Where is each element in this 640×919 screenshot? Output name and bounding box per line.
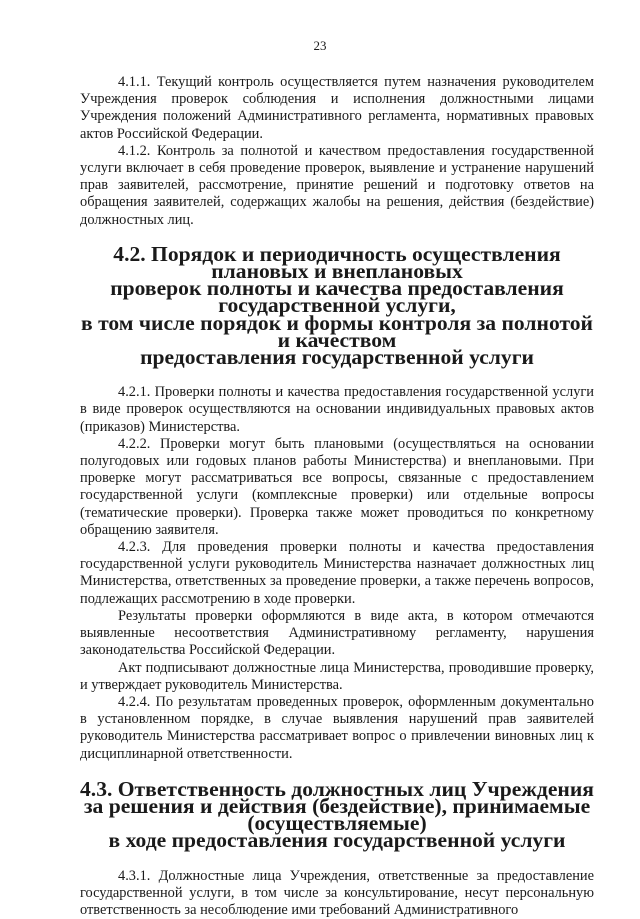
- paragraph-4-2-3: 4.2.3. Для проведения проверки полноты и качества предоставления государственной услуги руководитель Министерства назначает должностных лиц Министерства, ответственных за проведение проверки, а также перечень вопросов, подлежащих рассмотрению в ходе проверки.: [80, 539, 594, 607]
- heading-line: предоставления государственной услуги: [140, 345, 534, 370]
- section-heading-4-3: [80, 776, 594, 853]
- section-4-1: [80, 74, 594, 229]
- paragraph-4-2-2: 4.2.2. Проверки могут быть плановыми (осуществляться на основании полугодовых или годовых планов работы Министерства) и внеплановыми. При проверке могут рассматриваться все вопросы, связанные с предоставлением государственной услуги (комплексные проверки) или отдельные вопросы (тематические проверки). Проверка также может проводиться по конкретному обращению заявителя.: [80, 435, 594, 538]
- paragraph-act: Акт подписывают должностные лица Министерства, проводившие проверку, и утверждает руководитель Министерства.: [80, 659, 594, 693]
- heading-line: 4.3. Ответственность должностных лиц Учреждения: [80, 776, 594, 801]
- paragraph-4-1-1: 4.1.1. Текущий контроль осуществляется путем назначения руководителем Учреждения проверок соблюдения и исполнения должностными лицами Учреждения положений Административного регламента, нормативных правовых актов Российской Федерации.: [80, 74, 594, 142]
- heading-line: в ходе предоставления государственной услуги: [108, 828, 566, 853]
- heading-line: за решения и действия (бездействие), принимаемые (осуществляемые): [83, 793, 591, 836]
- document-body: [80, 74, 594, 919]
- heading-line: проверок полноты и качества предоставления государственной услуги,: [110, 276, 564, 318]
- section-4-2: [80, 384, 594, 762]
- section-heading-4-2: [80, 241, 594, 370]
- page-number: 23: [313, 38, 327, 53]
- paragraph-4-2-4: 4.2.4. По результатам проведенных проверок, оформленным документально в установленном порядке, в случае выявления нарушений прав заявителей руководитель Министерства рассматривает вопрос о привлечении виновных лиц к дисциплинарной ответственности.: [80, 693, 594, 762]
- paragraph-results: Результаты проверки оформляются в виде акта, в котором отмечаются выявленные несоответствия Административному регламенту, нарушения законодательства Российской Федерации.: [80, 607, 594, 659]
- heading-line: в том числе порядок и формы контроля за полнотой и качеством: [81, 310, 593, 352]
- paragraph-4-1-2: 4.1.2. Контроль за полнотой и качеством предоставления государственной услуги включает в себя проведение проверок, выявление и устранение нарушений прав заявителей, рассмотрение, принятие решений и подготовку ответов на обращения заявителей, содержащих жалобы на решения, действия (бездействие) должностных лиц.: [80, 142, 594, 228]
- paragraph-4-3-1: 4.3.1. Должностные лица Учреждения, ответственные за предоставление государственной услуги, в том числе за консультирование, несут персональную ответственность за несоблюдение ими требований Административного: [80, 867, 594, 918]
- section-4-3: [80, 868, 594, 919]
- heading-line: 4.2. Порядок и периодичность осуществления плановых и внеплановых: [113, 241, 561, 284]
- paragraph-4-2-1: 4.2.1. Проверки полноты и качества предоставления государственной услуги в виде проверок осуществляются на основании индивидуальных правовых актов (приказов) Министерства.: [80, 384, 594, 435]
